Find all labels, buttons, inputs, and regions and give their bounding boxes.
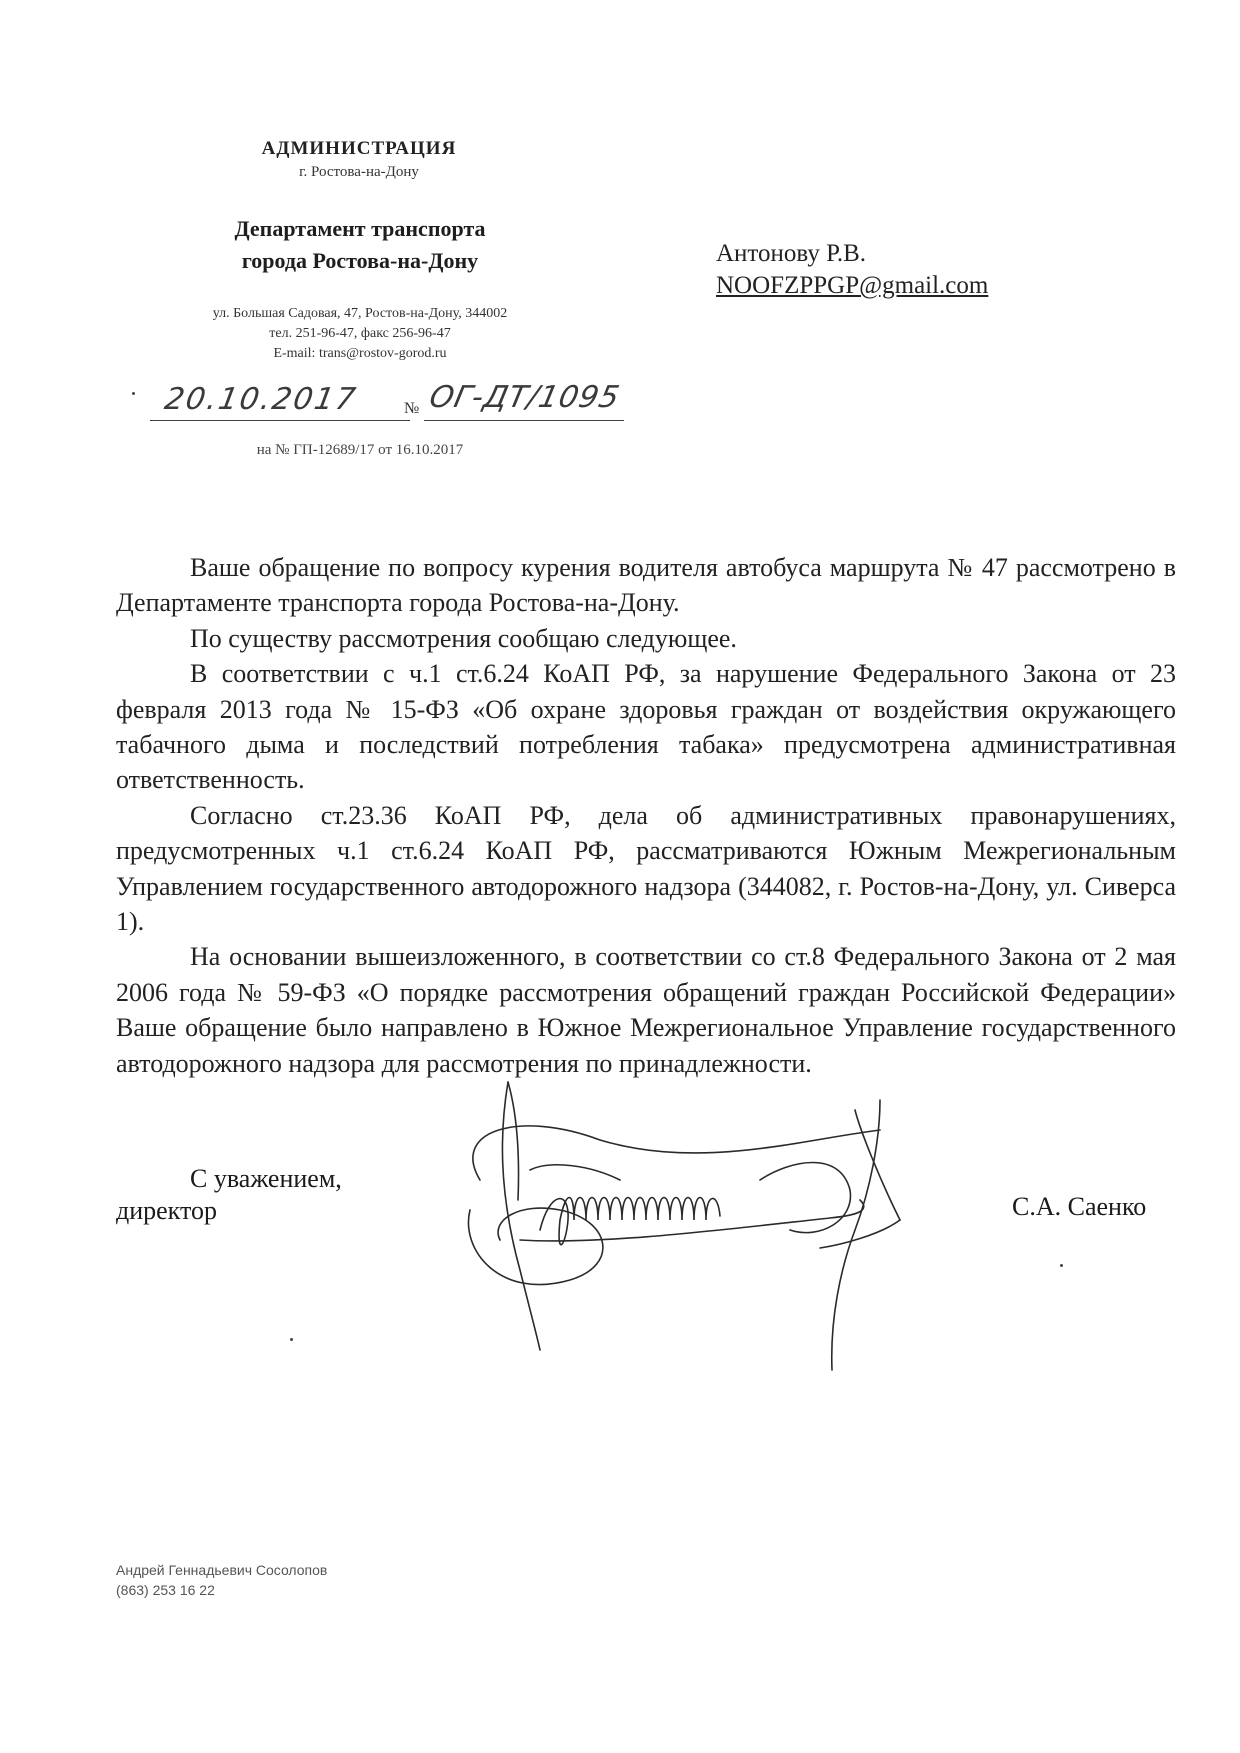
phone-fax-line: тел. 251-96-47, факс 256-96-47 [269, 326, 451, 341]
signer-position: директор [116, 1196, 217, 1225]
recipient-email: NOOFZPPGP@gmail.com [716, 272, 989, 299]
scan-speck [132, 392, 135, 395]
scan-speck [1060, 1264, 1063, 1267]
body-paragraph: По существу рассмотрения сообщаю следующее. [190, 623, 737, 653]
recipient-name: Антонову Р.В. [716, 240, 867, 267]
closing-regards: С уважением, [190, 1164, 342, 1193]
department-name-line1: Департамент транспорта [234, 216, 486, 241]
executor-phone: (863) 253 16 22 [116, 1582, 215, 1598]
number-sign: № [404, 400, 420, 417]
reference-line: на № ГП-12689/17 от 16.10.2017 [256, 442, 464, 458]
org-city: г. Ростова-на-Дону [299, 164, 419, 180]
letter-body [116, 550, 1176, 1081]
address-line: ул. Большая Садовая, 47, Ростов-на-Дону, 344002 [212, 306, 508, 321]
handwritten-number: ОГ-ДТ/1095 [426, 380, 624, 415]
department-name-line2: города Ростова-на-Дону [241, 248, 479, 273]
executor-name: Андрей Геннадьевич Сосолопов [116, 1562, 328, 1578]
scan-speck [290, 1338, 293, 1341]
handwritten-signature [460, 1070, 980, 1400]
body-paragraph: В соответствии с ч.1 ст.6.24 КоАП РФ, за нарушение Федерального Закона от 23 февраля 2013 года № 15-ФЗ «Об охране здоровья граждан от воздействия окружающего табачного дыма и последствий потребления табака» предусмотрена административная ответственность. [116, 659, 1176, 795]
body-paragraph: Согласно ст.23.36 КоАП РФ, дела об административных правонарушениях, предусмотренных ч.1 ст.6.24 КоАП РФ, рассматриваются Южным Межрегиональным Управлением государственного автодорожного надзора (344082, г. Ростов-на-Дону, ул. Сиверса 1). [116, 800, 1176, 937]
handwritten-date: 20.10.2017 [161, 382, 360, 417]
signer-name: С.А. Саенко [1012, 1192, 1147, 1221]
body-paragraph: На основании вышеизложенного, в соответствии со ст.8 Федерального Закона от 2 мая 2006 года № 59-ФЗ «О порядке рассмотрения обращений граждан Российской Федерации» Ваше обращение было направлено в Южное Межрегиональное Управление государственного автодорожного надзора для рассмотрения по принадлежности. [116, 942, 1176, 1078]
email-line: E-mail: trans@rostov-gorod.ru [273, 346, 447, 361]
body-paragraph: Ваше обращение по вопросу курения водителя автобуса маршрута № 47 рассмотрено в Департаменте транспорта города Ростова-на-Дону. [116, 553, 1176, 618]
org-title: АДМИНИСТРАЦИЯ [261, 138, 457, 159]
